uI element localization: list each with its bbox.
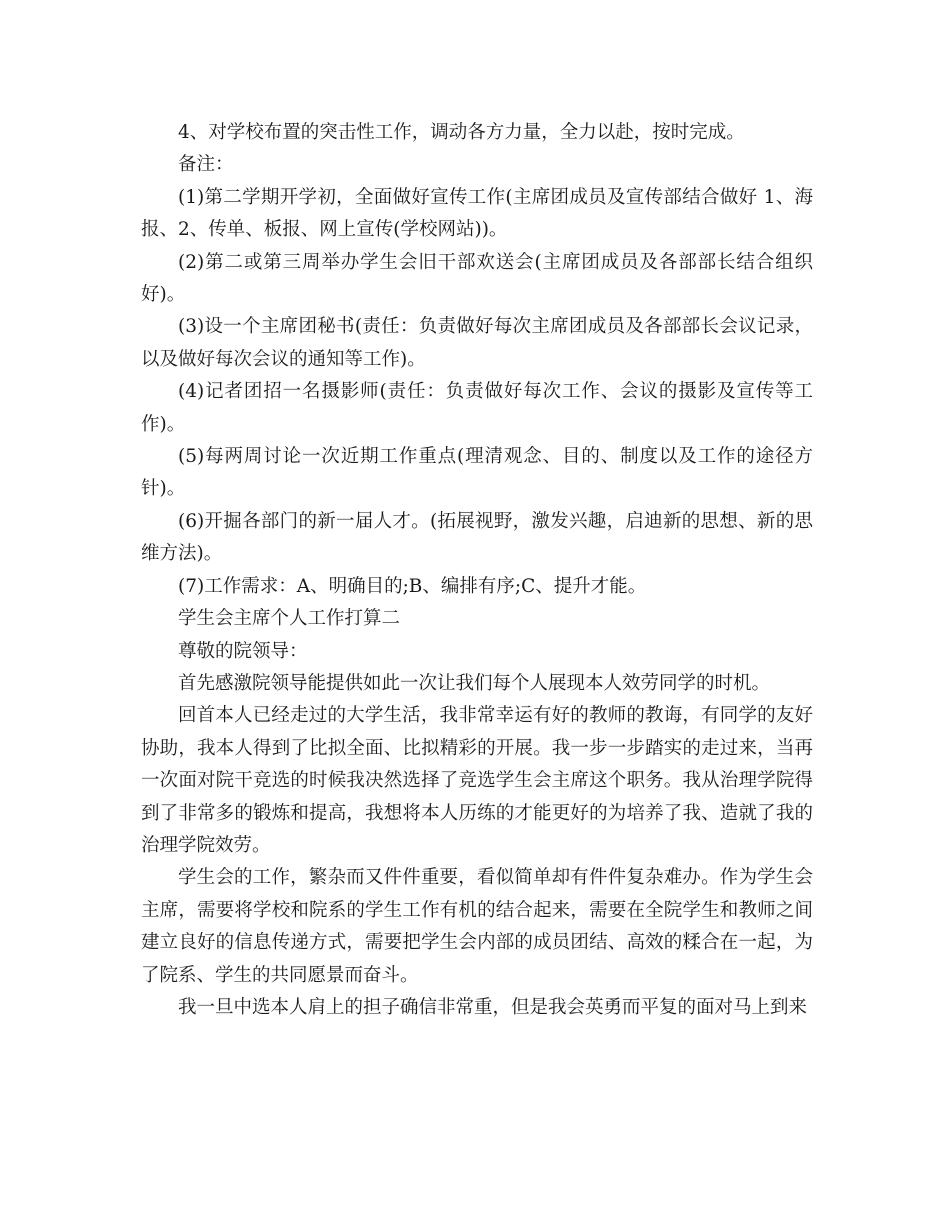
note-1: (1)第二学期开学初，全面做好宣传工作(主席团成员及宣传部结合做好 1、海报、2、传单、板报、网上宣传(学校网站))。 <box>141 186 813 241</box>
body-paragraph-2: 回首本人已经走过的大学生活，我非常幸运有好的教师的教诲，有同学的友好协助，我本人得到了比拟全面、比拟精彩的开展。我一步一步踏实的走过来，当再一次面对院干竞选的时候我决然选择了竞选学生会主席这个职务。我从治理学院得到了非常多的锻炼和提高，我想将本人历练的才能更好的为培养了我、造就了我的治理学院效劳。 <box>141 705 813 856</box>
body-paragraph-4: 我一旦中选本人肩上的担子确信非常重，但是我会英勇而平复的面对马上到来 <box>178 996 808 1018</box>
note-2: (2)第二或第三周举办学生会旧干部欢送会(主席团成员及各部部长结合组织好)。 <box>141 251 813 306</box>
notes-heading: 备注： <box>178 154 234 176</box>
note-7: (7)工作需求：A、明确目的;B、编排有序;C、提升才能。 <box>178 575 647 597</box>
note-5: (5)每两周讨论一次近期工作重点(理清观念、目的、制度以及工作的途径方针)。 <box>141 446 813 500</box>
salutation: 尊敬的院领导： <box>178 640 308 662</box>
paragraph-item-4: 4、对学校布置的突击性工作，调动各方力量，全力以赴，按时完成。 <box>178 122 745 143</box>
body-paragraph-3: 学生会的工作，繁杂而又件件重要，看似简单却有件件复杂难办。作为学生会主席，需要将学校和院系的学生工作有机的结合起来，需要在全院学生和教师之间建立良好的信息传递方式，需要把学生会内部的成员团结、高效的糅合在一起，为了院系、学生的共同愿景而奋斗。 <box>141 867 813 986</box>
note-6: (6)开掘各部门的新一届人才。(拓展视野，激发兴趣，启迪新的思想、新的思维方法)。 <box>141 510 813 565</box>
body-paragraph-1: 首先感激院领导能提供如此一次让我们每个人展现本人效劳同学的时机。 <box>178 672 771 694</box>
section-title: 学生会主席个人工作打算二 <box>178 608 401 630</box>
note-3: (3)设一个主席团秘书(责任：负责做好每次主席团成员及各部部长会议记录，以及做好每次会议的通知等工作)。 <box>141 316 813 370</box>
note-4: (4)记者团招一名摄影师(责任：负责做好每次工作、会议的摄影及宣传等工作)。 <box>141 381 813 435</box>
document-body <box>141 117 813 1024</box>
